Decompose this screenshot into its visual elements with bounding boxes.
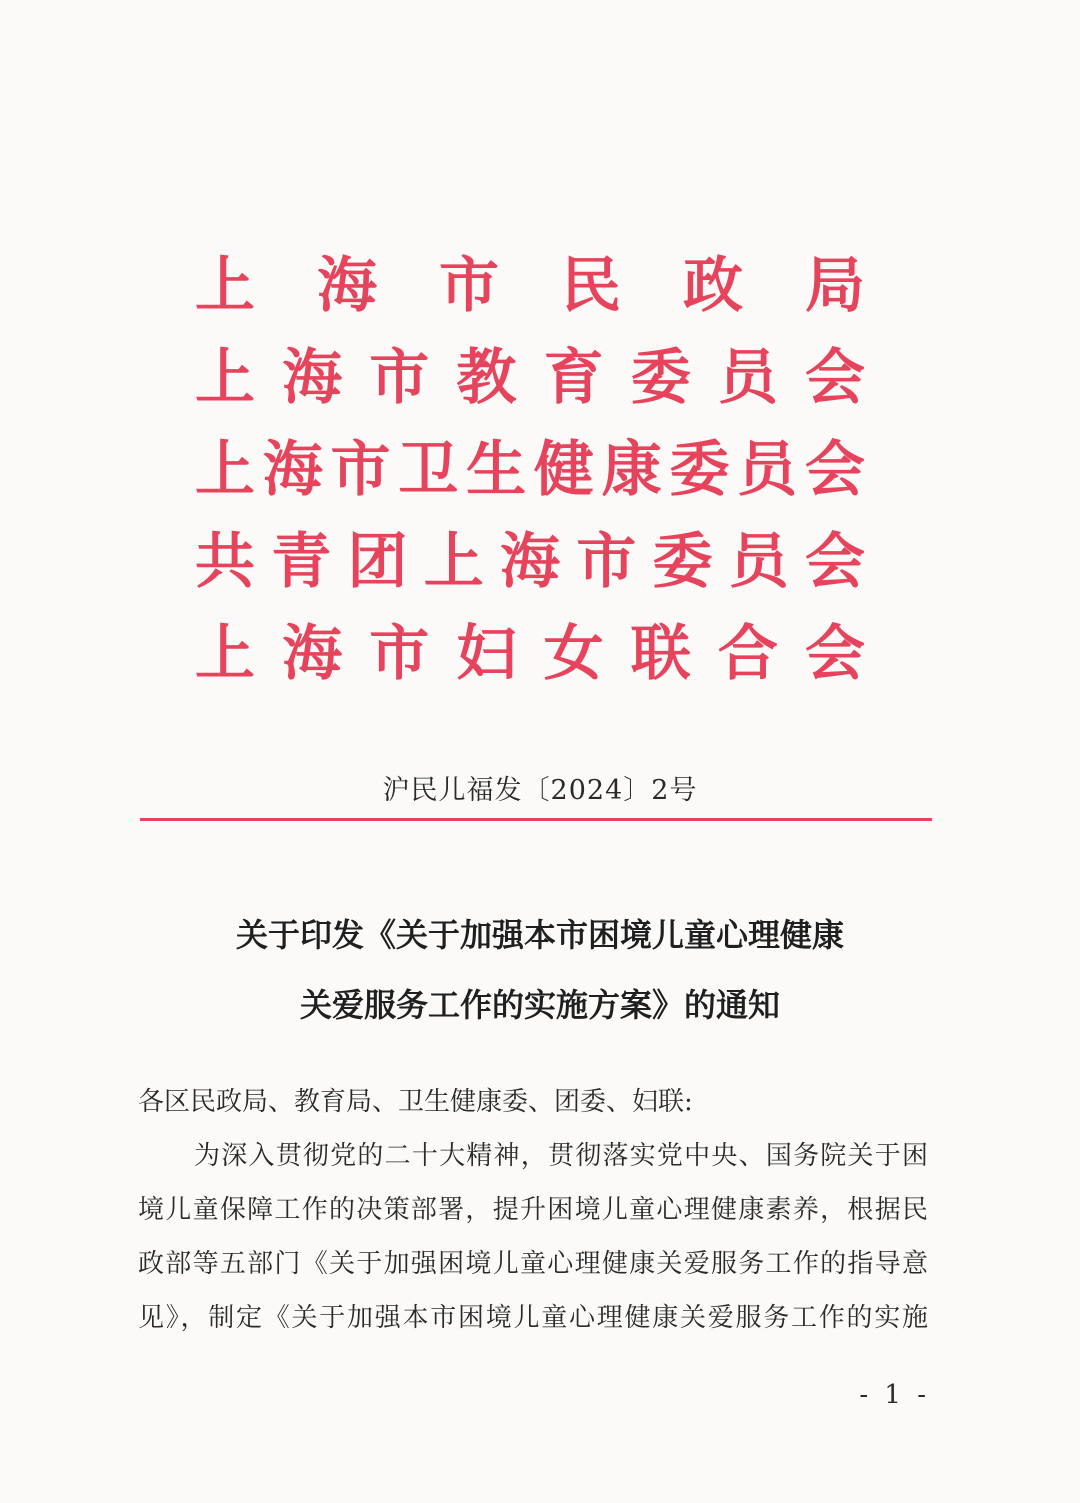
issuer-char: 合 <box>717 619 778 689</box>
issuer-char: 员 <box>717 343 778 413</box>
issuer-char: 员 <box>728 527 789 597</box>
page-number: - 1 - <box>859 1380 930 1410</box>
issuer-char: 青 <box>271 527 332 597</box>
issuer-line <box>195 608 865 700</box>
document-body <box>138 1075 928 1345</box>
issuer-line <box>195 240 865 332</box>
issuer-line <box>195 516 865 608</box>
body-line: 政部等五部门《关于加强困境儿童心理健康关爱服务工作的指导意 <box>138 1249 928 1279</box>
issuer-char: 健 <box>533 435 594 505</box>
issuer-char: 海 <box>500 527 560 597</box>
issuer-line <box>195 424 865 516</box>
issuer-char: 生 <box>466 435 527 505</box>
document-number: 沪民儿福发〔2024〕2号 <box>382 775 698 806</box>
issuing-agencies <box>195 240 865 700</box>
issuer-char: 市 <box>369 343 430 413</box>
issuer-char: 会 <box>804 619 865 689</box>
issuer-char: 上 <box>195 435 255 505</box>
issuer-char: 委 <box>652 527 713 597</box>
issuer-char: 政 <box>683 251 743 321</box>
issuer-char: 市 <box>330 435 391 505</box>
issuer-char: 女 <box>543 619 604 689</box>
issuer-char: 海 <box>262 435 323 505</box>
issuer-char: 海 <box>317 251 377 321</box>
issuer-char: 民 <box>561 251 621 321</box>
issuer-char: 团 <box>347 527 408 597</box>
issuer-char: 市 <box>369 619 430 689</box>
issuer-char: 上 <box>195 251 255 321</box>
issuer-char: 上 <box>195 343 255 413</box>
issuer-char: 卫 <box>398 435 459 505</box>
issuer-char: 妇 <box>456 619 517 689</box>
issuer-char: 会 <box>804 435 865 505</box>
issuer-char: 上 <box>423 527 484 597</box>
issuer-char: 员 <box>737 435 798 505</box>
issuer-char: 会 <box>805 527 865 597</box>
issuer-char: 联 <box>630 619 691 689</box>
issuer-char: 海 <box>282 343 343 413</box>
issuer-char: 康 <box>601 435 662 505</box>
body-line: 境儿童保障工作的决策部署，提升困境儿童心理健康素养，根据民 <box>138 1195 928 1225</box>
issuer-char: 委 <box>669 435 730 505</box>
issuer-line <box>195 332 865 424</box>
issuer-char: 市 <box>439 251 499 321</box>
red-divider <box>140 818 932 821</box>
issuer-char: 育 <box>543 343 604 413</box>
issuer-char: 市 <box>576 527 637 597</box>
issuer-char: 局 <box>805 251 865 321</box>
issuer-char: 委 <box>630 343 691 413</box>
document-title <box>0 900 1080 1040</box>
body-line: 见》，制定《关于加强本市困境儿童心理健康关爱服务工作的实施 <box>138 1303 928 1333</box>
body-line: 为深入贯彻党的二十大精神，贯彻落实党中央、国务院关于困 <box>194 1141 928 1171</box>
issuer-char: 上 <box>195 619 255 689</box>
addressee: 各区民政局、教育局、卫生健康委、团委、妇联: <box>138 1087 693 1117</box>
issuer-char: 教 <box>456 343 517 413</box>
issuer-char: 共 <box>195 527 255 597</box>
issuer-char: 会 <box>804 343 865 413</box>
issuer-char: 海 <box>282 619 343 689</box>
title-line-1: 关于印发《关于加强本市困境儿童心理健康 <box>235 916 844 954</box>
title-line-2: 关爱服务工作的实施方案》的通知 <box>299 986 780 1024</box>
